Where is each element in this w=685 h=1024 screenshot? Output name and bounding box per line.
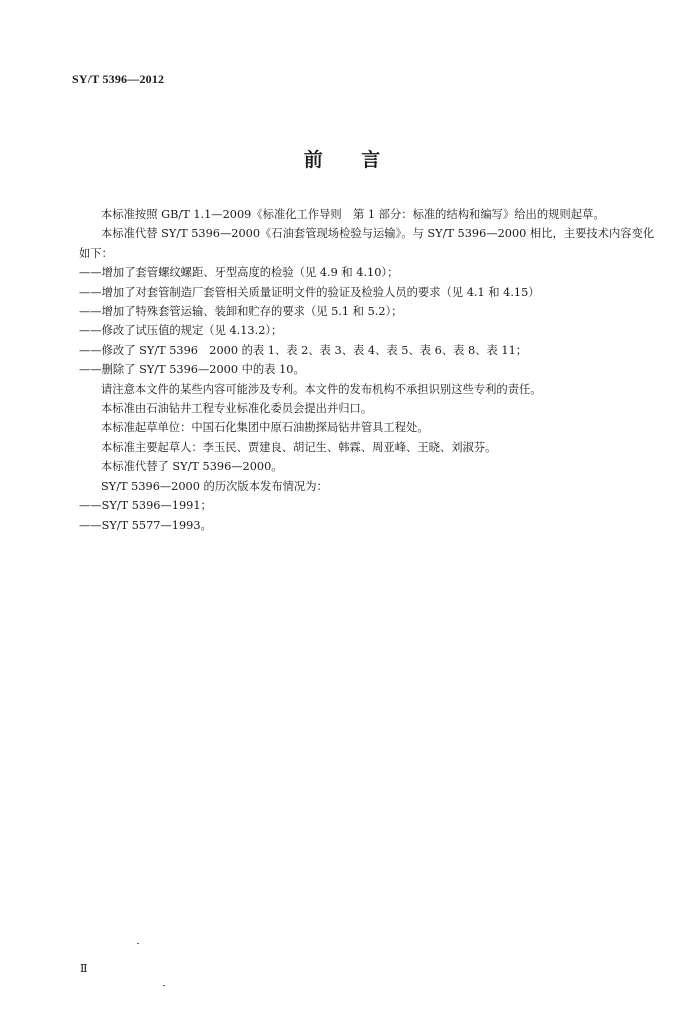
paragraph-proposer: 本标准由石油钻井工程专业标准化委员会提出并归口。 [101,402,373,416]
change-item: ——修改了试压值的规定（见 4.13.2）； [79,324,283,338]
change-item: ——增加了特殊套管运输、装卸和贮存的要求（见 5.1 和 5.2）； [79,305,403,319]
change-item: ——增加了套管螺纹螺距、牙型高度的检验（见 4.9 和 4.10）； [79,266,399,280]
history-item: ——SY/T 5396—1991； [79,499,212,513]
paragraph-drafting-rules: 本标准按照 GB/T 1.1—2009《标准化工作导则 第 1 部分：标准的结构和编写》给出的规则起草。 [101,208,605,221]
scan-speck [137,943,139,944]
history-item: ——SY/T 5577—1993。 [79,518,212,532]
paragraph-patent-notice: 请注意本文件的某些内容可能涉及专利。本文件的发布机构不承担识别这些专利的责任。 [101,382,542,396]
change-item: ——增加了对套管制造厂套管相关质量证明文件的验证及检验人员的要求（见 4.1 和 4.15） [79,285,540,299]
paragraph-replaces: 本标准代替了 SY/T 5396—2000。 [101,460,283,474]
paragraph-history-intro: SY/T 5396—2000 的历次版本发布情况为： [101,479,328,493]
paragraph-drafters: 本标准主要起草人：李玉民、贾建良、胡记生、韩霖、周亚峰、王晓、刘淑芬。 [101,440,497,454]
paragraph-replacement: 本标准代替 SY/T 5396—2000《石油套管现场检验与运输》。与 SY/T 5396—2000 相比，主要技术内容变化如下： [79,227,655,260]
page-number: Ⅱ [80,963,88,975]
foreword-body [79,205,659,535]
paragraph-drafting-unit: 本标准起草单位：中国石化集团中原石油勘探局钻井管具工程处。 [101,421,429,435]
page-title: 前 言 [303,149,382,171]
change-item: ——删除了 SY/T 5396—2000 中的表 10。 [79,363,305,377]
change-item: ——修改了 SY/T 5396 2000 的表 1、表 2、表 3、表 4、表 5、表 6、表 8、表 11； [79,343,528,357]
scan-speck [163,985,165,986]
standard-code: SY/T 5396—2012 [72,72,165,86]
